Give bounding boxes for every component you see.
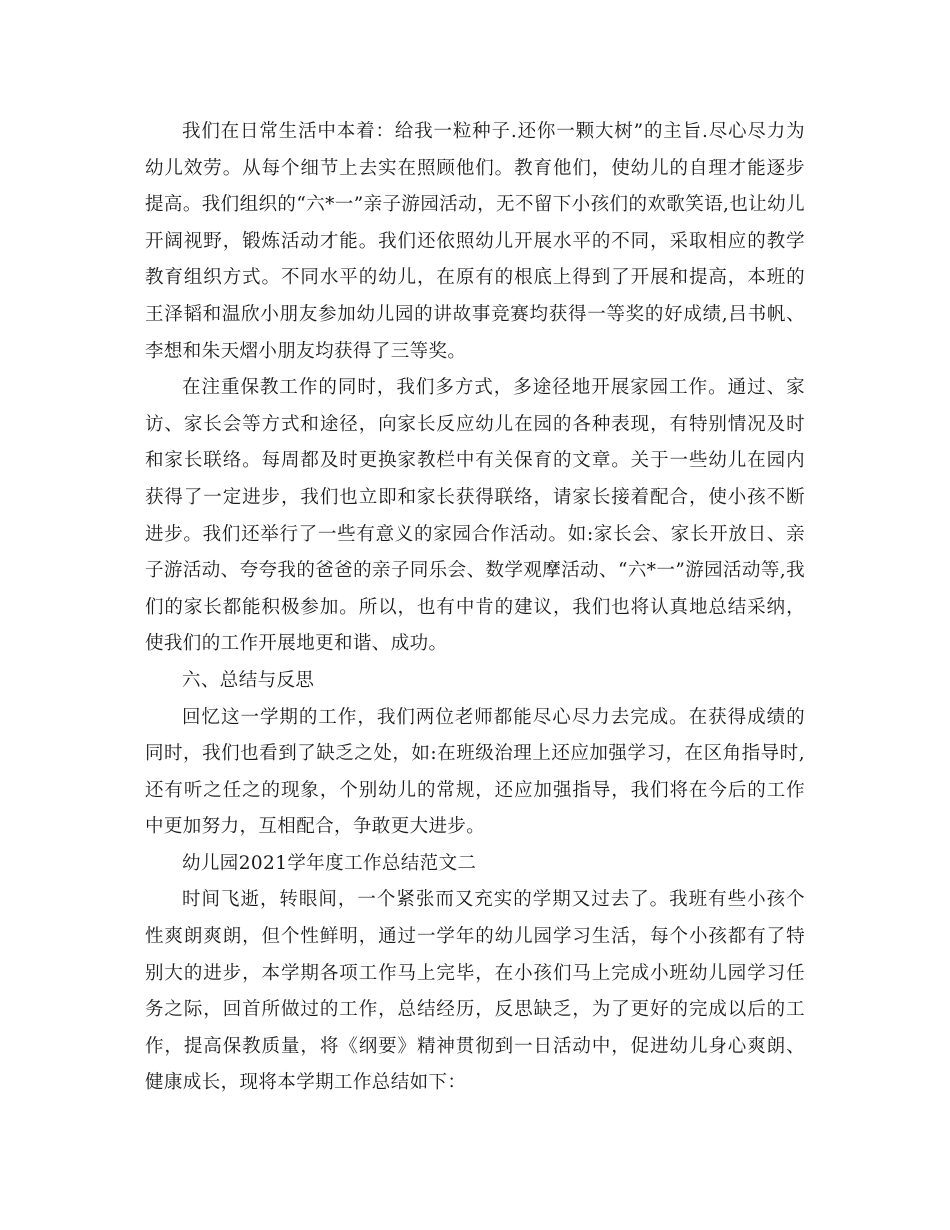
- paragraph-daily-life: 我们在日常生活中本着：给我一粒种子.还你一颗大树”的主旨.尽心尽力为幼儿效劳。从每个细节上去实在照顾他们。教育他们，使幼儿的自理才能逐步提高。我们组织的“六*一”亲子游园活动，无不留下小孩们的欢歌笑语,也让幼儿开阔视野，锻炼活动才能。我们还依照幼儿开展水平的不同，采取相应的教学教育组织方式。不同水平的幼儿，在原有的根底上得到了开展和提高，本班的王泽韬和温欣小朋友参加幼儿园的讲故事竞赛均获得一等奖的好成绩,吕书帆、李想和朱天熠小朋友均获得了三等奖。: [145, 121, 805, 362]
- section-heading-sample-two: 幼儿园2021学年度工作总结范文二: [182, 852, 477, 874]
- document-body: [145, 114, 805, 1102]
- paragraph-semester-intro: 时间飞逝，转眼间，一个紧张而又充实的学期又过去了。我班有些小孩个性爽朗爽朗，但个性鲜明，通过一学年的幼儿园学习生活，每个小孩都有了特别大的进步，本学期各项工作马上完毕，在小孩们马上完成小班幼儿园学习任务之际，回首所做过的工作，总结经历，反思缺乏，为了更好的完成以后的工作，提高保教质量，将《纲要》精神贯彻到一日活动中，促进幼儿身心爽朗、健康成长，现将本学期工作总结如下：: [145, 889, 805, 1094]
- paragraph-reflection: 回忆这一学期的工作，我们两位老师都能尽心尽力去完成。在获得成绩的同时，我们也看到了缺乏之处，如:在班级治理上还应加强学习，在区角指导时,还有听之任之的现象，个别幼儿的常规，还应加强指导，我们将在今后的工作中更加努力，互相配合，争敢更大进步。: [145, 706, 805, 838]
- section-heading-summary: 六、总结与反思: [182, 669, 315, 691]
- paragraph-home-school: 在注重保教工作的同时，我们多方式，多途径地开展家园工作。通过、家访、家长会等方式和途径，向家长反应幼儿在园的各种表现，有特别情况及时和家长联络。每周都及时更换家教栏中有关保育的文章。关于一些幼儿在园内获得了一定进步，我们也立即和家长获得联络，请家长接着配合，使小孩不断进步。我们还举行了一些有意义的家园合作活动。如:家长会、家长开放日、亲子游活动、夸夸我的爸爸的亲子同乐会、数学观摩活动、“六*一”游园活动等,我们的家长都能积极参加。所以，也有中肯的建议，我们也将认真地总结采纳，使我们的工作开展地更和谐、成功。: [145, 377, 805, 655]
